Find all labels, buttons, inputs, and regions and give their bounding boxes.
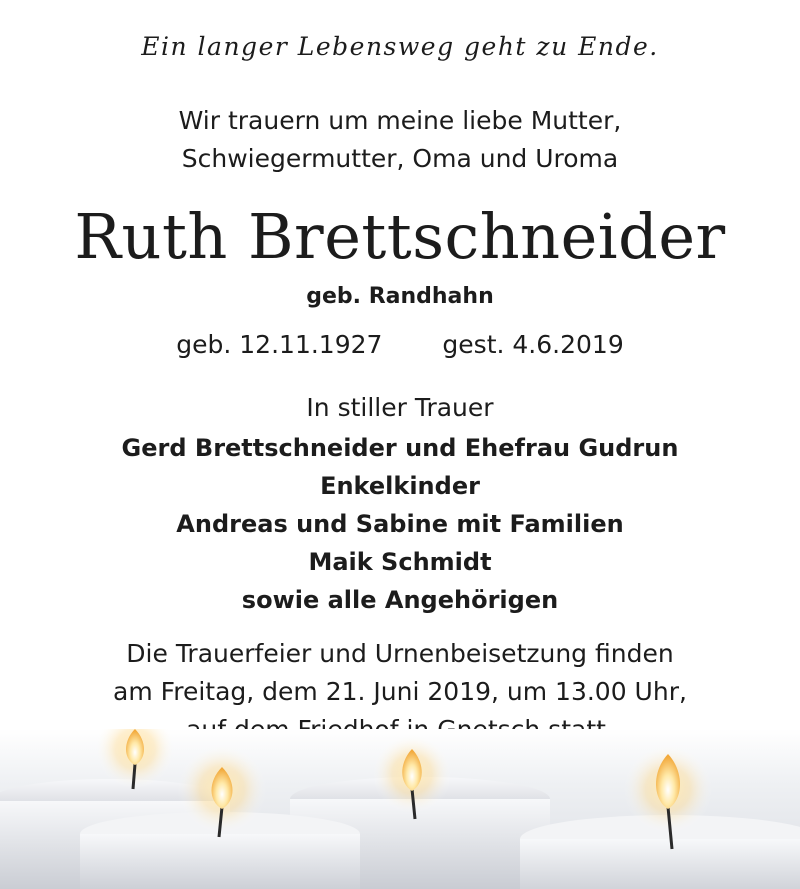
death-date: gest. 4.6.2019: [442, 330, 624, 359]
birth-date: geb. 12.11.1927: [176, 330, 383, 359]
mourner-line: Enkelkinder: [320, 472, 480, 500]
mourner-line: Maik Schmidt: [308, 548, 492, 576]
mourner-line: sowie alle Angehörigen: [241, 586, 559, 614]
mourning-intro: In stiller Trauer: [306, 393, 494, 422]
candles-image: [0, 729, 800, 889]
life-dates: [0, 330, 800, 359]
service-line: Die Trauerfeier und Urnenbeisetzung finden: [126, 639, 674, 668]
intro-line: Schwiegermutter, Oma und Uroma: [181, 144, 619, 173]
mourner-line: Gerd Brettschneider und Ehefrau Gudrun: [121, 434, 679, 462]
motto: Ein langer Lebensweg geht zu Ende.: [141, 32, 659, 61]
intro-line: Wir trauern um meine liebe Mutter,: [178, 106, 622, 135]
service-line: am Freitag, dem 21. Juni 2019, um 13.00 Uhr,: [113, 677, 687, 706]
deceased-name: Ruth Brettschneider: [74, 200, 726, 273]
mourner-line: Andreas und Sabine mit Familien: [176, 510, 624, 538]
birth-name: geb. Randhahn: [306, 284, 494, 309]
